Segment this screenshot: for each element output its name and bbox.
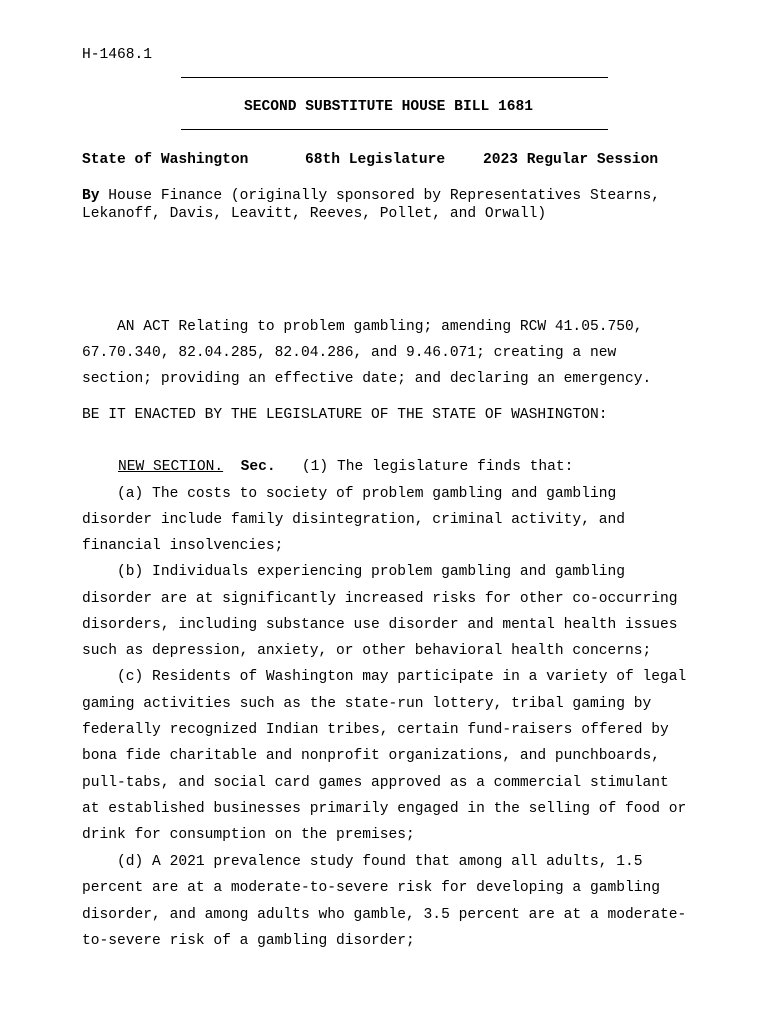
title-rule-top [181, 77, 608, 78]
sponsor-by-label: By [82, 188, 100, 204]
sponsor-line-2: Lekanoff, Davis, Leavitt, Reeves, Pollet, and Orwall) [82, 206, 547, 222]
body-line: at established businesses primarily engaged in the selling of food or [82, 801, 687, 817]
header-state: State of Washington [82, 152, 249, 168]
document-id: H-1468.1 [82, 47, 153, 63]
section-heading [118, 458, 573, 476]
title-rule-bottom [181, 129, 608, 130]
body-line: pull-tabs, and social card games approved as a commercial stimulant [82, 775, 669, 791]
header-legislature: 68th Legislature [305, 152, 446, 168]
body-line: drink for consumption on the premises; [82, 827, 415, 843]
body-line: (c) Residents of Washington may participate in a variety of legal [82, 669, 687, 685]
sponsor-line-1 [82, 187, 660, 205]
act-line: 67.70.340, 82.04.285, 82.04.286, and 9.46.071; creating a new [82, 345, 617, 361]
body-line: disorder, and among adults who gamble, 3.5 percent are at a moderate- [82, 907, 687, 923]
new-section-label: NEW SECTION. [118, 459, 224, 475]
body-line: (a) The costs to society of problem gambling and gambling [82, 486, 617, 502]
body-line: disorders, including substance use disorder and mental health issues [82, 617, 678, 633]
body-line: federally recognized Indian tribes, certain fund-raisers offered by [82, 722, 669, 738]
body-line: percent are at a moderate-to-severe risk for developing a gambling [82, 880, 661, 896]
section-heading-text: (1) The legislature finds that: [275, 459, 574, 475]
act-line: section; providing an effective date; and declaring an emergency. [82, 371, 652, 387]
body-line: (d) A 2021 prevalence study found that among all adults, 1.5 [82, 854, 643, 870]
act-line: AN ACT Relating to problem gambling; amending RCW 41.05.750, [82, 319, 643, 335]
body-line: disorder include family disintegration, criminal activity, and [82, 512, 625, 528]
body-line: bona fide charitable and nonprofit organizations, and punchboards, [82, 748, 661, 764]
bill-title: SECOND SUBSTITUTE HOUSE BILL 1681 [244, 99, 534, 115]
body-line: disorder are at significantly increased risks for other co-occurring [82, 591, 678, 607]
sponsor-text-1: House Finance (originally sponsored by Representatives Stearns, [99, 188, 661, 204]
body-line: to-severe risk of a gambling disorder; [82, 933, 415, 949]
body-line: gaming activities such as the state-run lottery, tribal gaming by [82, 696, 652, 712]
header-session: 2023 Regular Session [483, 152, 659, 168]
body-line: financial insolvencies; [82, 538, 284, 554]
enacting-clause: BE IT ENACTED BY THE LEGISLATURE OF THE STATE OF WASHINGTON: [82, 407, 608, 423]
body-line: such as depression, anxiety, or other behavioral health concerns; [82, 643, 652, 659]
sec-label: Sec. [240, 459, 276, 475]
body-line: (b) Individuals experiencing problem gambling and gambling [82, 564, 625, 580]
